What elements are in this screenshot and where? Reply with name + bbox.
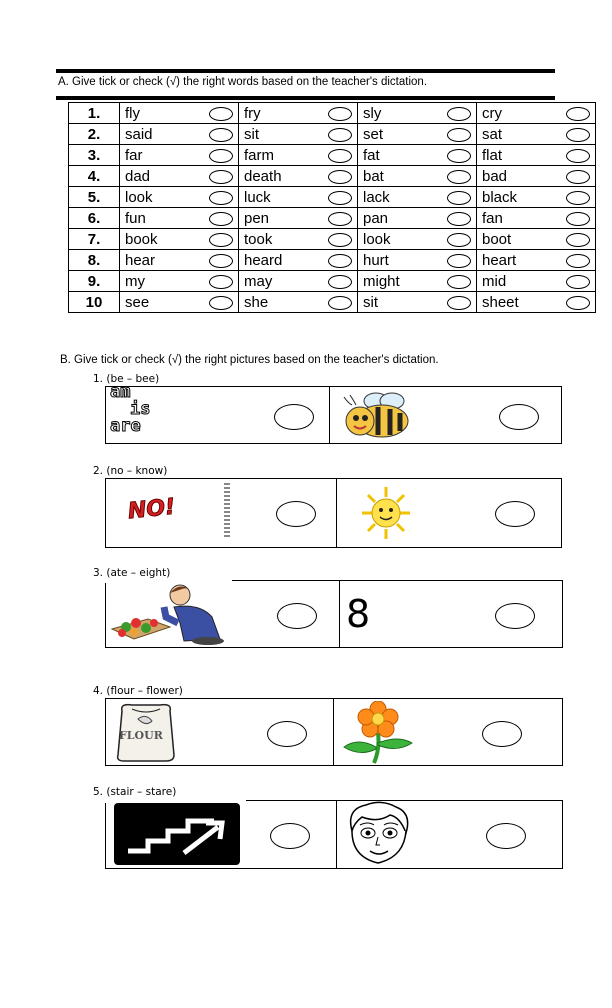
word-row: [69, 124, 596, 145]
word-cell: [358, 103, 477, 124]
row-number: 7.: [69, 229, 120, 250]
answer-oval[interactable]: [274, 404, 314, 430]
word-text: mid: [482, 272, 507, 290]
row-number: 6.: [69, 208, 120, 229]
answer-oval[interactable]: [495, 501, 535, 527]
answer-oval[interactable]: [486, 823, 526, 849]
row-number: 4.: [69, 166, 120, 187]
word-table: [68, 102, 596, 313]
word-text: look: [363, 230, 391, 248]
word-text: death: [244, 167, 282, 185]
word-cell: [239, 103, 358, 124]
answer-oval[interactable]: [209, 128, 233, 142]
word-cell: [120, 292, 239, 313]
flour-bag-label: FLOUR: [119, 729, 163, 742]
word-cell: [477, 187, 596, 208]
word-text: said: [125, 125, 153, 143]
word-text: fat: [363, 146, 380, 164]
answer-oval[interactable]: [209, 275, 233, 289]
word-cell: [239, 166, 358, 187]
answer-oval[interactable]: [209, 254, 233, 268]
answer-oval[interactable]: [447, 296, 471, 310]
word-text: bad: [482, 167, 508, 185]
word-row: [69, 292, 596, 313]
answer-oval[interactable]: [267, 721, 307, 747]
word-cell: [120, 208, 239, 229]
word-cell: [358, 187, 477, 208]
word-cell: [239, 292, 358, 313]
word-text: may: [244, 272, 273, 290]
answer-oval[interactable]: [566, 212, 590, 226]
word-text: pan: [363, 209, 389, 227]
word-text: look: [125, 188, 153, 206]
word-cell: [477, 145, 596, 166]
word-row: [69, 250, 596, 271]
answer-oval[interactable]: [499, 404, 539, 430]
answer-oval[interactable]: [270, 823, 310, 849]
stair-picture: [114, 803, 242, 870]
word-text: my: [125, 272, 145, 290]
answer-oval[interactable]: [328, 170, 352, 184]
question-4-label: 4. (flour – flower): [93, 685, 183, 697]
row-number: 3.: [69, 145, 120, 166]
word-cell: [358, 166, 477, 187]
word-text: sat: [482, 125, 503, 143]
word-cell: [358, 271, 477, 292]
word-cell: [120, 250, 239, 271]
word-text: hear: [125, 251, 156, 269]
word-text: dad: [125, 167, 151, 185]
word-text: sheet: [482, 293, 519, 311]
answer-oval[interactable]: [447, 254, 471, 268]
no-picture-credit: [224, 483, 230, 539]
row-number: 5.: [69, 187, 120, 208]
word-text: lack: [363, 188, 390, 206]
answer-oval[interactable]: [447, 149, 471, 163]
row-number: 2.: [69, 124, 120, 145]
answer-oval[interactable]: [566, 233, 590, 247]
word-cell: [358, 145, 477, 166]
word-row: [69, 166, 596, 187]
word-cell: [239, 271, 358, 292]
row-number: 9.: [69, 271, 120, 292]
word-cell: [358, 292, 477, 313]
answer-oval[interactable]: [447, 212, 471, 226]
word-cell: [120, 229, 239, 250]
answer-oval[interactable]: [209, 191, 233, 205]
word-cell: [477, 292, 596, 313]
answer-oval[interactable]: [209, 296, 233, 310]
answer-oval[interactable]: [447, 233, 471, 247]
question-4-box: [105, 698, 563, 766]
word-row: [69, 208, 596, 229]
answer-oval[interactable]: [495, 603, 535, 629]
answer-oval[interactable]: [209, 170, 233, 184]
word-cell: [239, 229, 358, 250]
word-text: cry: [482, 104, 502, 122]
word-cell: [239, 187, 358, 208]
answer-oval[interactable]: [328, 296, 352, 310]
answer-oval[interactable]: [447, 107, 471, 121]
answer-oval[interactable]: [447, 128, 471, 142]
answer-oval[interactable]: [328, 275, 352, 289]
answer-oval[interactable]: [328, 149, 352, 163]
word-row: [69, 103, 596, 124]
answer-oval[interactable]: [209, 107, 233, 121]
word-row: [69, 187, 596, 208]
word-cell: [239, 145, 358, 166]
number-eight-picture: 8: [346, 592, 371, 636]
answer-oval[interactable]: [328, 128, 352, 142]
answer-oval[interactable]: [566, 149, 590, 163]
flower-picture: [336, 701, 420, 770]
stare-face-picture: [342, 801, 416, 872]
question-2-label: 2. (no – know): [93, 465, 168, 477]
answer-oval[interactable]: [328, 191, 352, 205]
am-is-are-words: am is are: [110, 382, 151, 436]
row-number: 1.: [69, 103, 120, 124]
word-cell: [120, 103, 239, 124]
word-text: far: [125, 146, 143, 164]
word-text: pen: [244, 209, 270, 227]
word-cell: [477, 103, 596, 124]
question-1-label: 1. (be – bee): [93, 373, 160, 385]
word-cell: [120, 166, 239, 187]
question-5-label: 5. (stair – stare): [93, 786, 177, 798]
row-number: 10: [69, 292, 120, 313]
word-cell: [120, 124, 239, 145]
word-row: [69, 145, 596, 166]
word-text: fan: [482, 209, 503, 227]
answer-oval[interactable]: [482, 721, 522, 747]
word-cell: [358, 229, 477, 250]
word-cell: [239, 250, 358, 271]
word-text: took: [244, 230, 273, 248]
word-text: fun: [125, 209, 146, 227]
word-text: set: [363, 125, 384, 143]
no-picture: NO!: [126, 494, 177, 525]
question-2-box: [105, 478, 562, 548]
section-a-title: A. Give tick or check (√) the right words based on the teacher's dictation.: [58, 76, 428, 88]
answer-oval[interactable]: [566, 170, 590, 184]
answer-oval[interactable]: [447, 191, 471, 205]
word-cell: [120, 271, 239, 292]
word-text: boot: [482, 230, 512, 248]
question-3-label: 3. (ate – eight): [93, 567, 171, 579]
word-cell: [358, 124, 477, 145]
word-cell: [358, 250, 477, 271]
eating-boy-picture: [108, 583, 230, 650]
word-text: sly: [363, 104, 382, 122]
word-text: fly: [125, 104, 140, 122]
bee-picture: [334, 389, 424, 441]
word-row: [69, 271, 596, 292]
word-text: farm: [244, 146, 274, 164]
section-a-rule: [56, 96, 555, 100]
word-text: might: [363, 272, 400, 290]
answer-oval[interactable]: [447, 170, 471, 184]
word-row: [69, 229, 596, 250]
row-number: 8.: [69, 250, 120, 271]
word-cell: [477, 229, 596, 250]
word-text: see: [125, 293, 150, 311]
question-1-box: [105, 382, 562, 444]
answer-oval[interactable]: [328, 212, 352, 226]
know-picture: [356, 483, 418, 548]
answer-oval[interactable]: [276, 501, 316, 527]
word-cell: [120, 145, 239, 166]
word-text: fry: [244, 104, 261, 122]
section-b-title: B. Give tick or check (√) the right pictures based on the teacher's dictation.: [60, 354, 439, 366]
answer-oval[interactable]: [447, 275, 471, 289]
top-rule: [56, 69, 555, 73]
answer-oval[interactable]: [328, 233, 352, 247]
word-cell: [477, 250, 596, 271]
word-cell: [477, 271, 596, 292]
word-cell: [239, 208, 358, 229]
word-text: book: [125, 230, 158, 248]
answer-oval[interactable]: [566, 191, 590, 205]
word-text: black: [482, 188, 518, 206]
answer-oval[interactable]: [566, 128, 590, 142]
answer-oval[interactable]: [566, 296, 590, 310]
answer-oval[interactable]: [566, 107, 590, 121]
answer-oval[interactable]: [277, 603, 317, 629]
answer-oval[interactable]: [209, 212, 233, 226]
word-text: hurt: [363, 251, 389, 269]
word-cell: [239, 124, 358, 145]
answer-oval[interactable]: [328, 254, 352, 268]
answer-oval[interactable]: [566, 275, 590, 289]
word-text: she: [244, 293, 269, 311]
word-text: heart: [482, 251, 517, 269]
answer-oval[interactable]: [209, 149, 233, 163]
word-text: flat: [482, 146, 503, 164]
answer-oval[interactable]: [328, 107, 352, 121]
word-text: heard: [244, 251, 283, 269]
word-text: sit: [363, 293, 378, 311]
word-cell: [358, 208, 477, 229]
word-text: bat: [363, 167, 384, 185]
word-cell: [477, 208, 596, 229]
question-3-box: [105, 580, 563, 648]
answer-oval[interactable]: [209, 233, 233, 247]
word-cell: [477, 124, 596, 145]
question-5-box: [105, 800, 563, 869]
word-cell: [477, 166, 596, 187]
word-text: sit: [244, 125, 259, 143]
answer-oval[interactable]: [566, 254, 590, 268]
word-text: luck: [244, 188, 271, 206]
word-cell: [120, 187, 239, 208]
